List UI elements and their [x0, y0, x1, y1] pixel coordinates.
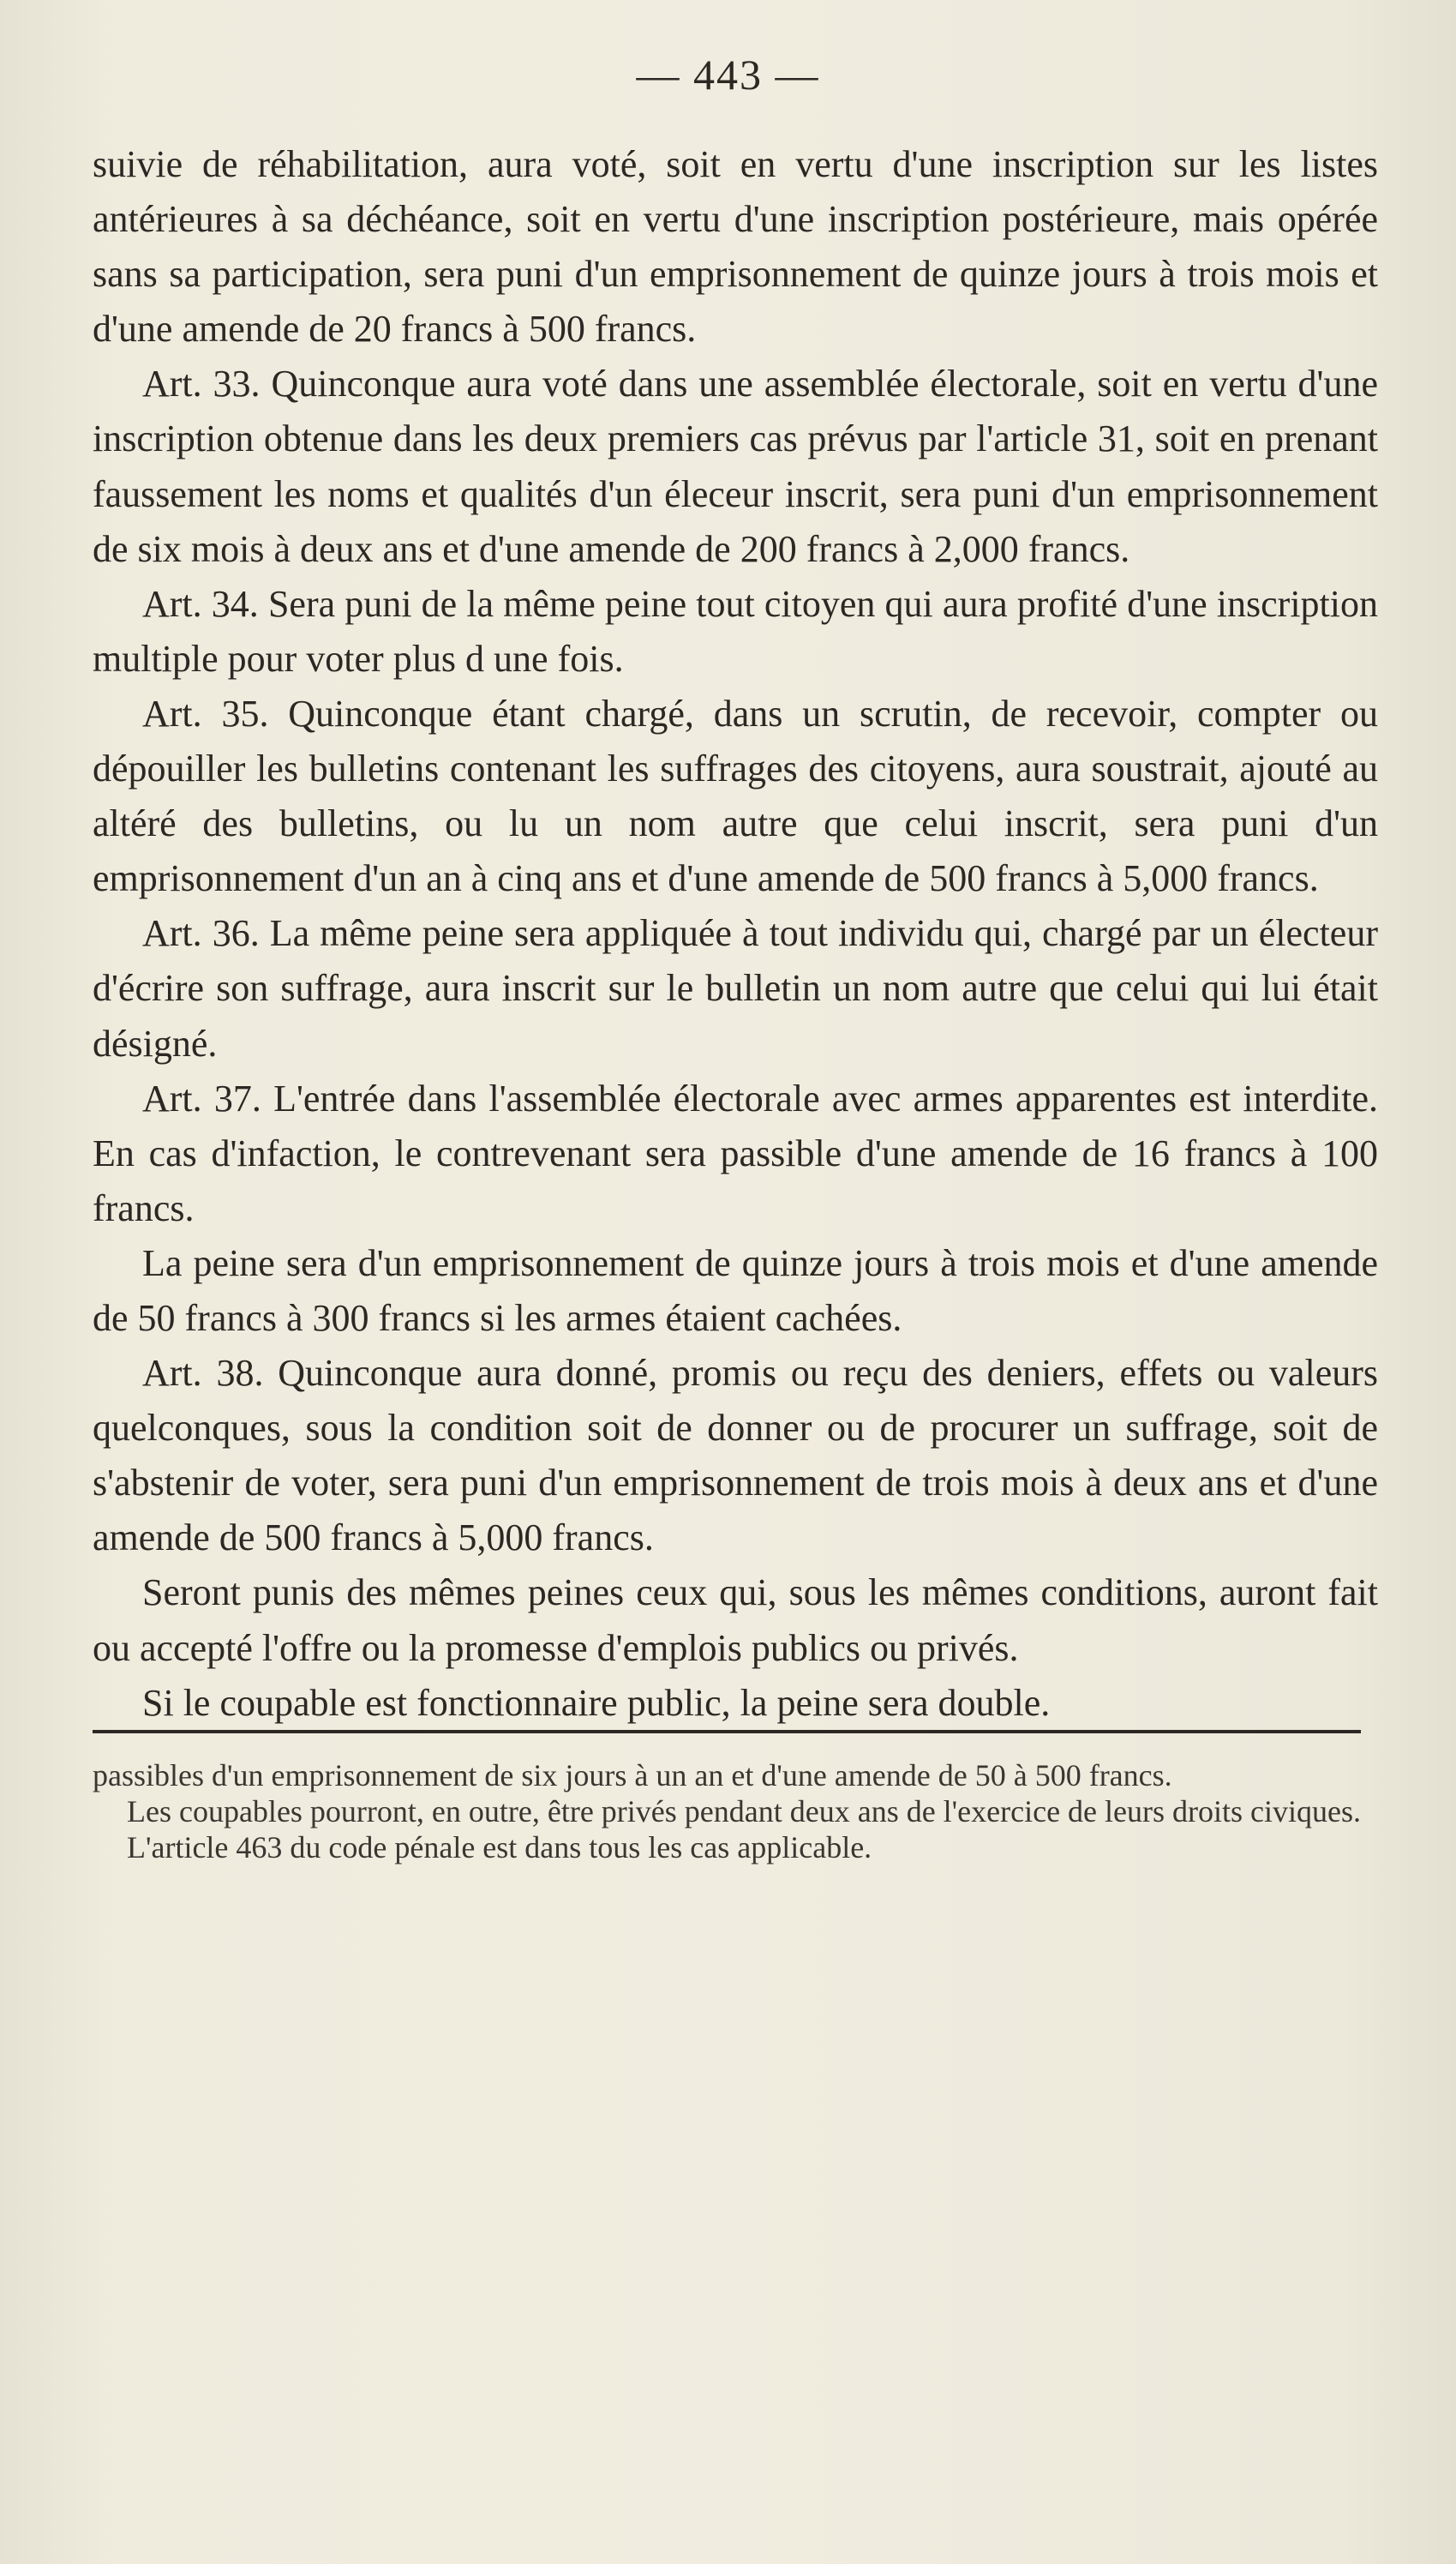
paragraph-art-33: Art. 33. Quinconque aura voté dans une assemblée électorale, soit en vertu d'une inscription obtenue dans les deux premiers cas prévus par l'article 31, soit en prenant faussement les noms et qualités d'un éleceur inscrit, sera puni d'un emprisonnement de six mois à deux ans et d'une amende de 200 francs à 2,000 francs. — [93, 363, 1378, 570]
body-text — [93, 137, 1378, 1731]
paragraph-art-38-offers: Seront punis des mêmes peines ceux qui, sous les mêmes conditions, auront fait ou accepté l'offre ou la promesse d'emplois publics ou privés. — [93, 1571, 1378, 1669]
footnote-paragraph: Les coupables pourront, en outre, être privés pendant deux ans de l'exercice de leurs droits civiques. — [127, 1794, 1361, 1828]
paragraph-continuation: suivie de réhabilitation, aura voté, soit en vertu d'une inscription sur les listes antérieures à sa déchéance, soit en vertu d'une inscription postérieure, mais opérée sans sa participation, sera puni d'un emprisonnement de quinze jours à trois mois et d'une amende de 20 francs à 500 francs. — [93, 143, 1378, 351]
paragraph-art-37-penalty: La peine sera d'un emprisonnement de quinze jours à trois mois et d'une amende de 50 francs à 300 francs si les armes étaient cachées. — [93, 1241, 1378, 1339]
footnote-block — [93, 1757, 1378, 1865]
footnote-paragraph: L'article 463 du code pénale est dans tous les cas applicable. — [127, 1830, 872, 1864]
paragraph-art-36: Art. 36. La même peine sera appliquée à tout individu qui, chargé par un électeur d'écrire son suffrage, aura inscrit sur le bulletin un nom autre que celui qui lui était désigné. — [93, 912, 1378, 1065]
paragraph-art-38-public-official: Si le coupable est fonctionnaire public, la peine sera double. — [142, 1681, 1051, 1724]
footnote-separator — [93, 1730, 1361, 1733]
paragraph-art-37: Art. 37. L'entrée dans l'assemblée électorale avec armes apparentes est interdite. En cas d'infaction, le contrevenant sera passible d'une amende de 16 francs à 100 francs. — [93, 1077, 1378, 1229]
page-number: — 443 — — [636, 51, 820, 99]
footnote-paragraph: passibles d'un emprisonnement de six jours à un an et d'une amende de 50 à 500 francs. — [93, 1758, 1172, 1792]
paragraph-art-35: Art. 35. Quinconque étant chargé, dans un scrutin, de recevoir, compter ou dépouiller les bulletins contenant les suffrages des citoyens, aura soustrait, ajouté au altéré des bulletins, ou lu un nom autre que celui inscrit, sera puni d'un emprisonnement d'un an à cinq ans et d'une amende de 500 francs à 5,000 francs. — [93, 692, 1378, 900]
paragraph-art-34: Art. 34. Sera puni de la même peine tout citoyen qui aura profité d'une inscription multiple pour voter plus d une fois. — [93, 582, 1378, 680]
paragraph-art-38: Art. 38. Quinconque aura donné, promis ou reçu des deniers, effets ou valeurs quelconques, sous la condition soit de donner ou de procurer un suffrage, soit de s'abstenir de voter, sera puni d'un emprisonnement de trois mois à deux ans et d'une amende de 500 francs à 5,000 francs. — [93, 1352, 1378, 1559]
